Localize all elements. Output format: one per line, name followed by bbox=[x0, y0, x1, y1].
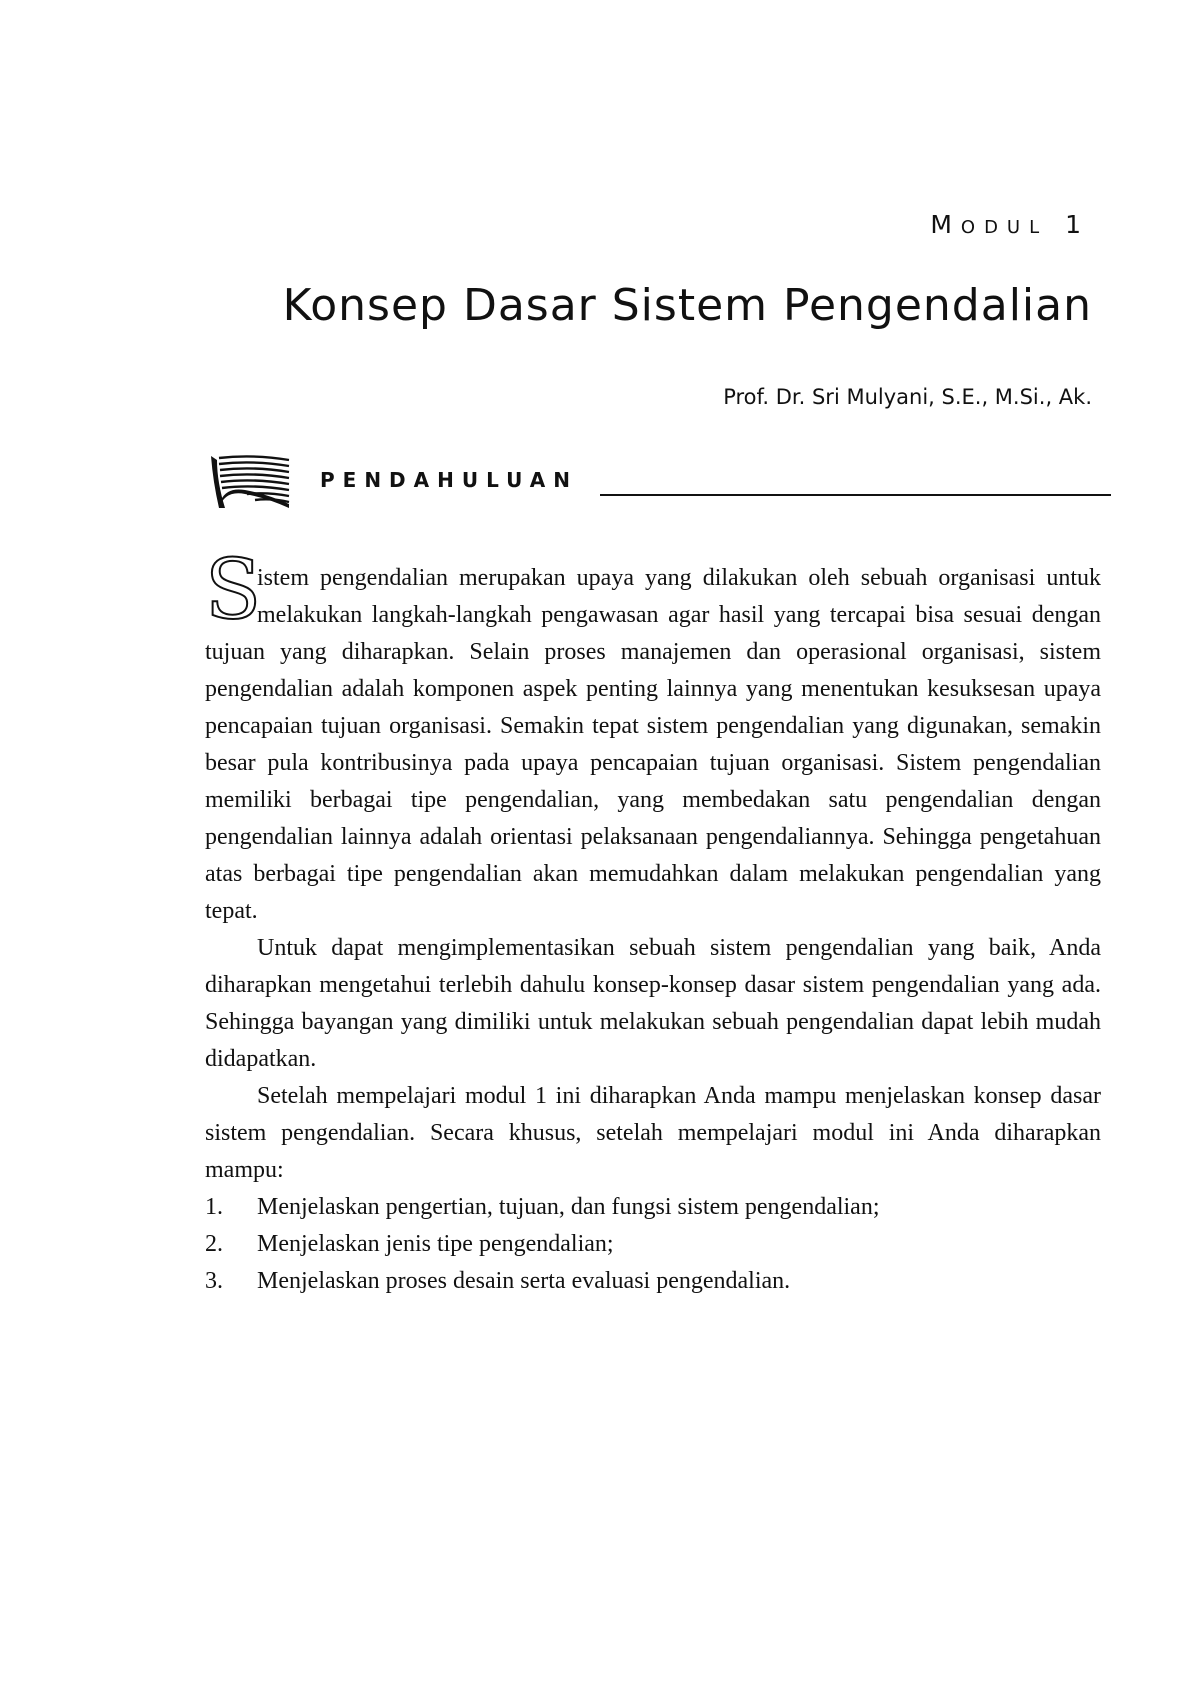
objectives-list bbox=[205, 1189, 1101, 1300]
list-item-number: 3. bbox=[205, 1268, 223, 1294]
module-label bbox=[930, 210, 1090, 239]
open-book-icon bbox=[205, 452, 291, 510]
list-item-number: 2. bbox=[205, 1231, 223, 1257]
module-number: 1 bbox=[1065, 210, 1090, 239]
list-item-text: Menjelaskan pengertian, tujuan, dan fungsi sistem pengendalian; bbox=[257, 1194, 880, 1220]
intro-paragraph-text: istem pengendalian merupakan upaya yang dilakukan oleh sebuah organisasi untuk melakukan langkah-langkah pengawasan agar hasil yang tercapai bisa sesuai dengan tujuan yang diharapkan. Selain proses manajemen dan operasional organisasi, sistem pengendalian adalah komponen aspek penting lainnya yang menentukan kesuksesan upaya pencapaian tujuan organisasi. Semakin tepat sistem pengendalian yang digunakan, semakin besar pula kontribusinya pada upaya pencapaian tujuan organisasi. Sistem pengendalian memiliki berbagai tipe pengendalian, yang membedakan satu pengendalian dengan pengendalian lainnya adalah orientasi pelaksanaan pengendaliannya. Sehingga pengetahuan atas berbagai tipe pengendalian akan memudahkan dalam melakukan pengendalian yang tepat. bbox=[205, 565, 1101, 924]
module-label-text: Modul bbox=[930, 210, 1049, 239]
author-line: Prof. Dr. Sri Mulyani, S.E., M.Si., Ak. bbox=[723, 385, 1092, 409]
page-title: Konsep Dasar Sistem Pengendalian bbox=[282, 280, 1092, 331]
list-item bbox=[205, 1263, 1101, 1300]
section-header bbox=[205, 452, 1105, 512]
paragraph-3: Setelah mempelajari modul 1 ini diharapkan Anda mampu menjelaskan konsep dasar sistem pengendalian. Secara khusus, setelah mempelajari modul ini Anda diharapkan mampu: bbox=[205, 1083, 1101, 1183]
list-item-text: Menjelaskan jenis tipe pengendalian; bbox=[257, 1231, 614, 1257]
section-divider bbox=[600, 494, 1111, 496]
drop-cap-letter: S bbox=[205, 543, 262, 638]
list-item bbox=[205, 1189, 1101, 1226]
section-label: PENDAHULUAN bbox=[320, 468, 578, 492]
list-item-number: 1. bbox=[205, 1194, 223, 1220]
list-item-text: Menjelaskan proses desain serta evaluasi pengendalian. bbox=[257, 1268, 791, 1294]
paragraph-2: Untuk dapat mengimplementasikan sebuah sistem pengendalian yang baik, Anda diharapkan mengetahui terlebih dahulu konsep-konsep dasar sistem pengendalian yang ada. Sehingga bayangan yang dimiliki untuk melakukan sebuah pengendalian dapat lebih mudah didapatkan. bbox=[205, 935, 1101, 1072]
drop-cap bbox=[203, 543, 262, 638]
list-item bbox=[205, 1226, 1101, 1263]
body-text bbox=[205, 543, 1101, 1300]
intro-paragraph bbox=[205, 543, 1101, 930]
